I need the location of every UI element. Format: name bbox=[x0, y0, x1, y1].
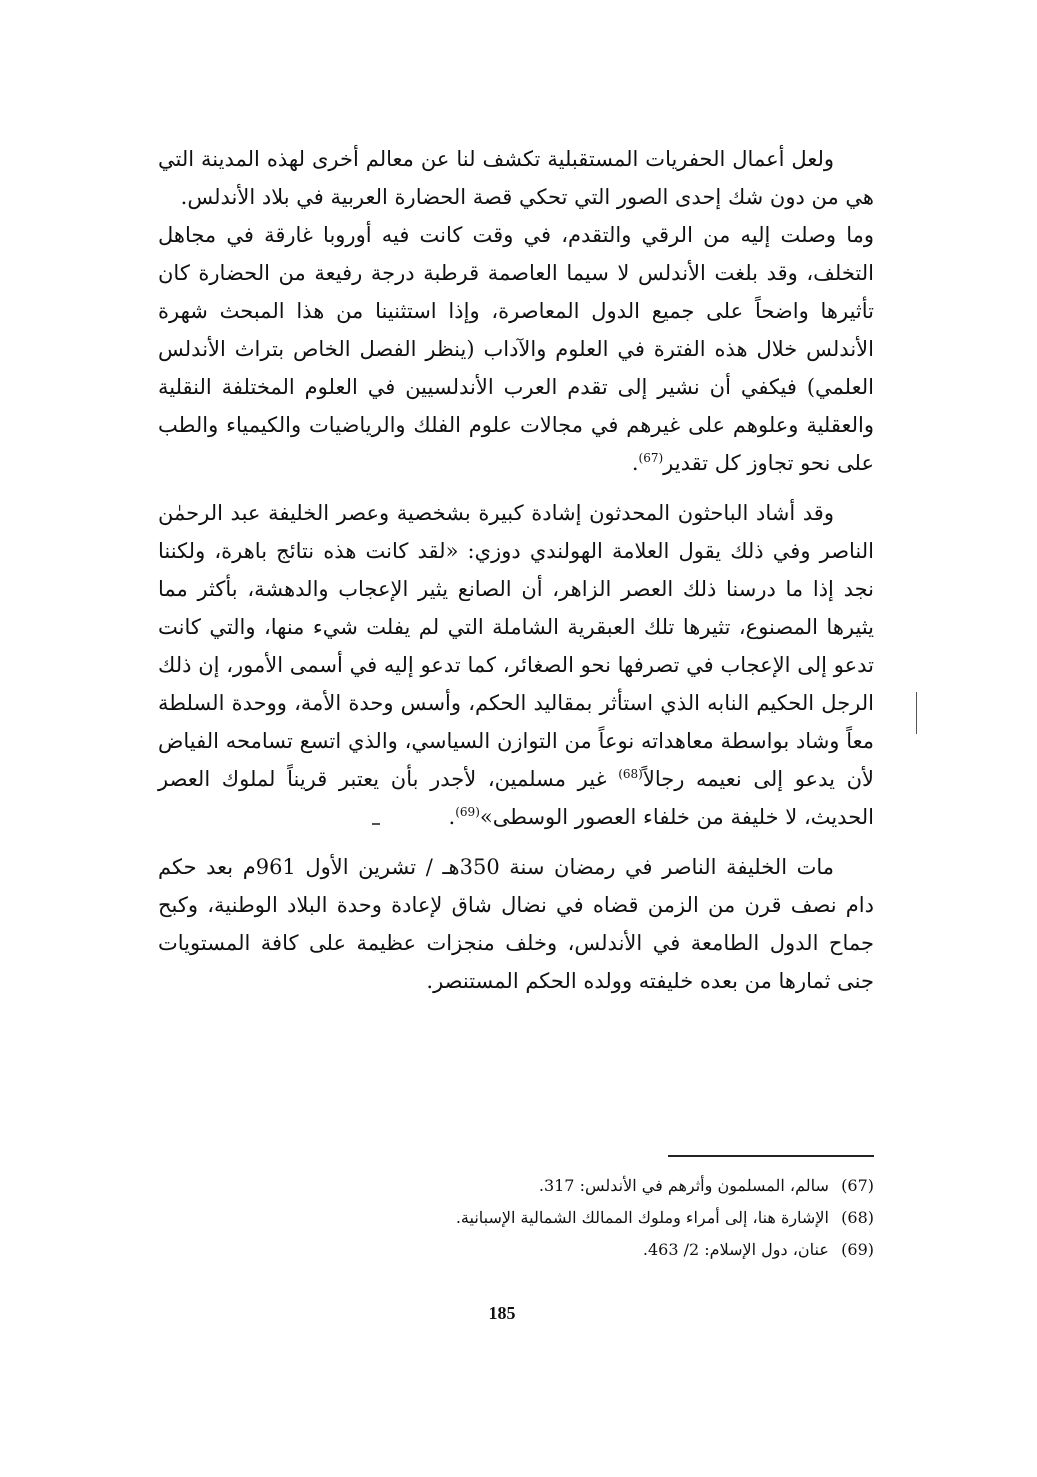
footnote-number: (69) bbox=[841, 1240, 874, 1259]
footnote-69 bbox=[380, 1234, 874, 1266]
paragraph-4-text: مات الخليفة الناصر في رمضان سنة 350هـ / تشرين الأول 961م بعد حكم دام نصف قرن من الزمن قضاه في نضال شاق لإعادة وحدة البلاد الوطنية، وكبح جماح الدول الطامعة في الأندلس، وخلف منجزات عظيمة على كافة المستويات جنى ثمارها من بعده خليفته وولده الحكم المستنصر. bbox=[158, 855, 874, 993]
footnotes bbox=[380, 1170, 874, 1266]
footnote-text: الإشارة هنا، إلى أمراء وملوك الممالك الشمالية الإسبانية. bbox=[455, 1208, 829, 1227]
footnote-68 bbox=[380, 1202, 874, 1234]
footnote-ref-68[interactable]: (68) bbox=[618, 767, 643, 781]
footnote-ref-69[interactable]: (69) bbox=[455, 805, 480, 819]
paragraph-4 bbox=[158, 848, 874, 1000]
paragraph-3-text-b: غير مسلمين، لأجدر بأن يعتبر قريناً لملوك العصر الحديث، لا خليفة من خلفاء العصور الوسطى» bbox=[158, 767, 874, 829]
footnote-number: (67) bbox=[841, 1176, 874, 1195]
paragraph-3-end: . bbox=[448, 805, 456, 829]
paragraph-1 bbox=[158, 140, 874, 216]
page-number: 185 bbox=[488, 1303, 516, 1323]
paragraph-1-text: ولعل أعمال الحفريات المستقبلية تكشف لنا عن معالم أخرى لهذه المدينة التي هي من دون شك إحدى الصور التي تحكي قصة الحضارة العربية في بلاد الأندلس. bbox=[158, 147, 874, 209]
footnote-number: (68) bbox=[841, 1208, 874, 1227]
paragraph-2 bbox=[158, 216, 874, 482]
paragraph-3-text-a: وقد أشاد الباحثون المحدثون إشادة كبيرة بشخصية وعصر الخليفة عبد الرحمٰن الناصر وفي ذلك يقول العلامة الهولندي دوزي: «لقد كانت هذه نتائج باهرة، ولكننا نجد إذا ما درسنا ذلك العصر الزاهر، أن الصانع يثير الإعجاب والدهشة، بأكثر مما يثيرها المصنوع، تثيرها تلك العبقرية الشاملة التي لم يفلت شيء منها، والتي كانت تدعو إلى الإعجاب في تصرفها نحو الصغائر، كما تدعو إليه في أسمى الأمور، إن ذلك الرجل الحكيم النابه الذي استأثر بمقاليد الحكم، وأسس وحدة الأمة، ووحدة السلطة معاً وشاد بواسطة معاهداته نوعاً من التوازن السياسي، والذي اتسع تسامحه الفياض لأن يدعو إلى نعيمه رجالاً bbox=[158, 501, 874, 791]
footnote-67 bbox=[380, 1170, 874, 1202]
footnote-text: سالم، المسلمون وأثرهم في الأندلس: 317. bbox=[538, 1176, 829, 1195]
paragraph-2-text: وما وصلت إليه من الرقي والتقدم، في وقت كانت فيه أوروبا غارقة في مجاهل التخلف، وقد بلغت الأندلس لا سيما العاصمة قرطبة درجة رفيعة من الحضارة كان تأثيرها واضحاً على جميع الدول المعاصرة، وإذا استثنينا من هذا المبحث شهرة الأندلس خلال هذه الفترة في العلوم والآداب (ينظر الفصل الخاص بتراث الأندلس العلمي) فيكفي أن نشير إلى تقدم العرب الأندلسيين في العلوم المختلفة النقلية والعقلية وعلوهم على غيرهم في مجالات علوم الفلك والرياضيات والكيمياء والطب على نحو تجاوز كل تقدير bbox=[158, 223, 874, 475]
stray-mark bbox=[372, 823, 380, 825]
paragraph-3 bbox=[158, 494, 874, 836]
footnote-ref-67[interactable]: (67) bbox=[638, 451, 664, 465]
margin-mark bbox=[916, 692, 917, 734]
paragraph-2-end: . bbox=[631, 451, 639, 475]
footnote-divider bbox=[668, 1155, 874, 1157]
main-text bbox=[158, 140, 874, 1014]
footnote-text: عنان، دول الإسلام: 2/ 463. bbox=[642, 1240, 829, 1259]
